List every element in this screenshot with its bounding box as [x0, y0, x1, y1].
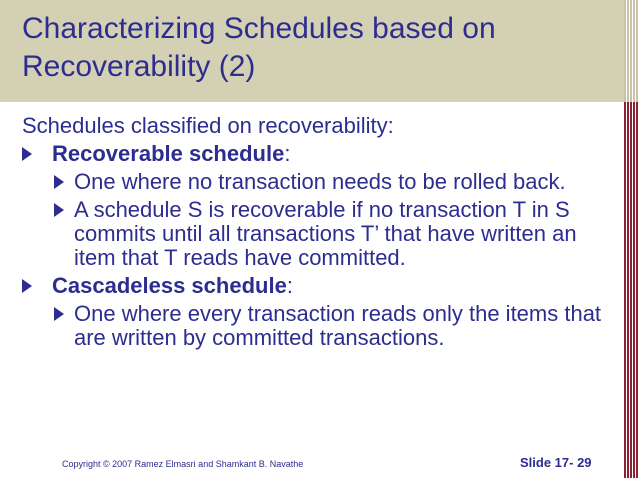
decorative-stripes-top	[624, 0, 638, 102]
bullet-arrow-icon	[54, 175, 64, 189]
subbullet-recoverable-2	[22, 198, 620, 270]
title-bar	[0, 0, 624, 102]
subbullet-recoverable-1	[22, 170, 620, 194]
subbullet-text: One where every transaction reads only the items that are written by committed transactions.	[74, 301, 602, 350]
slide-number: Slide 17- 29	[520, 455, 592, 470]
subbullet-cascadeless-1	[22, 302, 620, 350]
bullet-recoverable-schedule	[22, 142, 620, 166]
slide-content	[22, 114, 620, 354]
subbullet-text: A schedule S is recoverable if no transaction T in S commits until all transactions T’ that have written an item that T reads have committed.	[74, 197, 577, 270]
bullet-arrow-icon	[54, 307, 64, 321]
term-suffix: :	[286, 273, 293, 298]
term-suffix: :	[284, 141, 291, 166]
term-recoverable-schedule: Recoverable schedule	[52, 141, 285, 166]
bullet-arrow-icon	[22, 279, 32, 293]
bullet-cascadeless-schedule	[22, 274, 620, 298]
intro-text: Schedules classified on recoverability:	[22, 113, 394, 138]
subbullet-text: One where no transaction needs to be rolled back.	[74, 169, 566, 194]
copyright-footer: Copyright © 2007 Ramez Elmasri and Shamkant B. Navathe	[62, 459, 304, 469]
term-cascadeless-schedule: Cascadeless schedule	[52, 273, 287, 298]
bullet-arrow-icon	[54, 203, 64, 217]
bullet-arrow-icon	[22, 147, 32, 161]
slide-title: Characterizing Schedules based on Recoverability (2)	[22, 12, 496, 83]
